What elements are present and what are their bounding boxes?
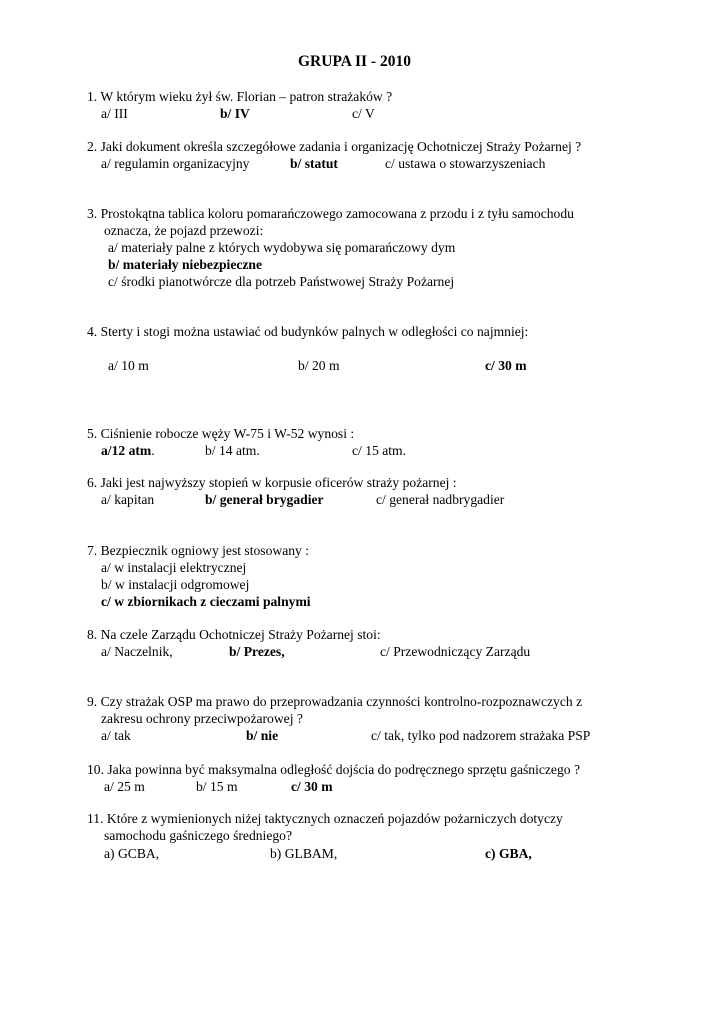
question-7: 7. Bezpiecznik ogniowy jest stosowany : (87, 543, 309, 558)
q4-answer-a: a/ 10 m (108, 358, 149, 373)
question-10: 10. Jaka powinna być maksymalna odległość dojścia do podręcznego sprzętu gaśniczego ? (87, 762, 580, 777)
q2-answer-b: b/ statut (290, 156, 338, 171)
q1-answer-c: c/ V (352, 106, 375, 121)
q8-answer-a: a/ Naczelnik, (101, 644, 173, 659)
question-3-line-2: oznacza, że pojazd przewozi: (104, 223, 264, 238)
q9-answer-b: b/ nie (246, 728, 279, 743)
question-11-line-2: samochodu gaśniczego średniego? (104, 828, 292, 843)
q2-answer-c: c/ ustawa o stowarzyszeniach (385, 156, 546, 171)
question-2: 2. Jaki dokument określa szczegółowe zadania i organizację Ochotniczej Straży Pożarnej ? (87, 139, 582, 154)
question-11-line-1: 11. Które z wymienionych niżej taktycznych oznaczeń pojazdów pożarniczych dotyczy (87, 811, 563, 826)
q11-answer-c: c) GBA, (485, 846, 532, 861)
question-6: 6. Jaki jest najwyższy stopień w korpusie oficerów straży pożarnej : (87, 475, 457, 490)
q10-answer-c: c/ 30 m (291, 779, 333, 794)
q10-answer-a: a/ 25 m (104, 779, 145, 794)
q1-answer-b: b/ IV (220, 106, 250, 121)
question-9-line-2: zakresu ochrony przeciwpożarowej ? (101, 711, 303, 726)
q5-answer-a-suffix: . (151, 443, 155, 458)
q7-answer-a: a/ w instalacji elektrycznej (101, 560, 247, 575)
q6-answer-b: b/ generał brygadier (205, 492, 324, 507)
q7-answer-c: c/ w zbiornikach z cieczami palnymi (101, 594, 311, 609)
q3-answer-c: c/ środki pianotwórcze dla potrzeb Państwowej Straży Pożarnej (108, 274, 455, 289)
q5-answer-c: c/ 15 atm. (352, 443, 406, 458)
q3-answer-a: a/ materiały palne z których wydobywa się pomarańczowy dym (108, 240, 456, 255)
question-4: 4. Sterty i stogi można ustawiać od budynków palnych w odległości co najmniej: (87, 324, 529, 339)
q3-answer-b: b/ materiały niebezpieczne (108, 257, 263, 272)
question-8: 8. Na czele Zarządu Ochotniczej Straży Pożarnej stoi: (87, 627, 381, 642)
q11-answer-a: a) GCBA, (104, 846, 160, 861)
question-5: 5. Ciśnienie robocze węży W-75 i W-52 wynosi : (87, 426, 355, 441)
q9-answer-a: a/ tak (101, 728, 131, 743)
q8-answer-b: b/ Prezes, (229, 644, 285, 659)
q4-answer-c: c/ 30 m (485, 358, 527, 373)
q11-answer-b: b) GLBAM, (270, 846, 338, 861)
q6-answer-c: c/ generał nadbrygadier (376, 492, 505, 507)
q1-answer-a: a/ III (101, 106, 128, 121)
q2-answer-a: a/ regulamin organizacyjny (101, 156, 250, 171)
q10-answer-b: b/ 15 m (196, 779, 238, 794)
q8-answer-c: c/ Przewodniczący Zarządu (380, 644, 531, 659)
question-1: 1. W którym wieku żył św. Florian – patron strażaków ? (87, 89, 393, 104)
question-9-line-1: 9. Czy strażak OSP ma prawo do przeprowadzania czynności kontrolno-rozpoznawczych z (87, 694, 583, 709)
q5-answer-b: b/ 14 atm. (205, 443, 260, 458)
q5-answer-a-bold: a/12 atm (101, 443, 152, 458)
q5-answer-a (101, 443, 155, 459)
q7-answer-b: b/ w instalacji odgromowej (101, 577, 250, 592)
page-title: GRUPA II - 2010 (298, 53, 411, 70)
q9-answer-c: c/ tak, tylko pod nadzorem strażaka PSP (371, 728, 591, 743)
question-3-line-1: 3. Prostokątna tablica koloru pomarańczowego zamocowana z przodu i z tyłu samochodu (87, 206, 574, 221)
q4-answer-b: b/ 20 m (298, 358, 340, 373)
q6-answer-a: a/ kapitan (101, 492, 155, 507)
